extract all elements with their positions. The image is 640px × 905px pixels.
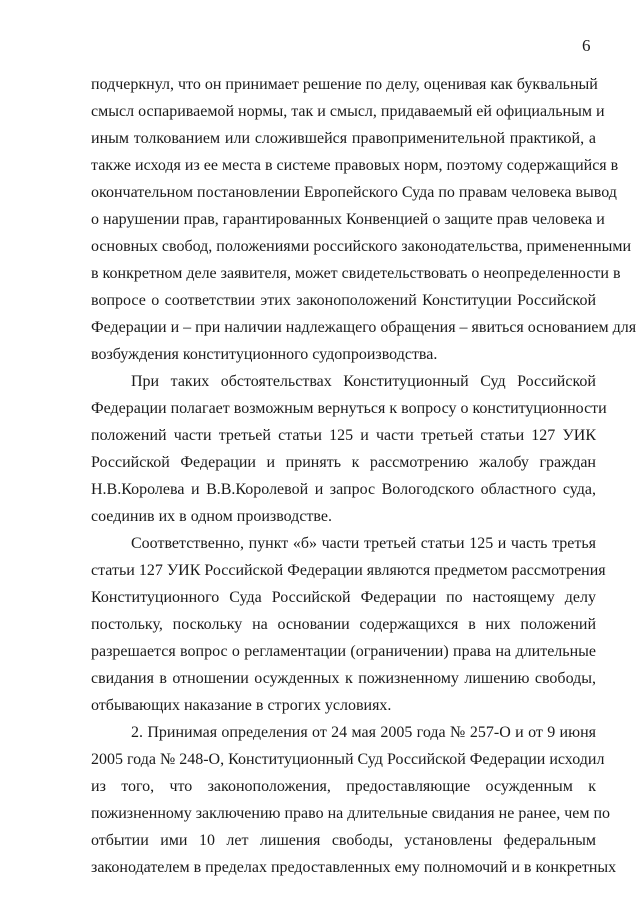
- text-line: При таких обстоятельствах Конституционный Суд Российской: [131, 373, 596, 390]
- text-line: Конституционного Суда Российской Федерации по настоящему делу: [91, 589, 596, 606]
- text-line: статьи 127 УИК Российской Федерации являются предметом рассмотрения: [91, 562, 606, 579]
- text-line: в конкретном деле заявителя, может свидетельствовать о неопределенности в: [91, 265, 621, 282]
- text-line: Соответственно, пункт «б» части третьей статьи 125 и часть третья: [131, 535, 596, 552]
- text-line: Федерации полагает возможным вернуться к вопросу о конституционности: [91, 400, 607, 417]
- text-line: вопросе о соответствии этих законоположений Конституции Российской: [91, 292, 596, 309]
- text-line: из того, что законоположения, предоставляющие осужденным к: [91, 778, 596, 795]
- page-number: 6: [582, 36, 591, 55]
- text-line: 2005 года № 248-О, Конституционный Суд Российской Федерации исходил: [91, 751, 605, 768]
- text-line: законодателем в пределах предоставленных ему полномочий и в конкретных: [91, 859, 617, 876]
- text-line: свидания в отношении осужденных к пожизненному лишению свободы,: [91, 670, 596, 687]
- text-line: Федерации и – при наличии надлежащего обращения – явиться основанием для: [91, 319, 637, 336]
- text-line: подчеркнул, что он принимает решение по делу, оценивая как буквальный: [91, 76, 598, 93]
- text-line: разрешается вопрос о регламентации (ограничении) права на длительные: [91, 643, 596, 660]
- text-line: отбывающих наказание в строгих условиях.: [91, 697, 392, 714]
- text-line: Н.В.Королева и В.В.Королевой и запрос Вологодского областного суда,: [91, 481, 596, 498]
- text-line: положений части третьей статьи 125 и части третьей статьи 127 УИК: [91, 427, 596, 444]
- text-line: пожизненному заключению право на длительные свидания не ранее, чем по: [91, 805, 611, 822]
- text-line: 2. Принимая определения от 24 мая 2005 года № 257-О и от 9 июня: [131, 724, 596, 741]
- text-line: окончательном постановлении Европейского Суда по правам человека вывод: [91, 184, 617, 201]
- text-line: возбуждения конституционного судопроизводства.: [91, 346, 438, 363]
- text-line: постольку, поскольку на основании содержащихся в них положений: [91, 616, 596, 633]
- text-line: Российской Федерации и принять к рассмотрению жалобу граждан: [91, 454, 596, 471]
- text-line: отбытии ими 10 лет лишения свободы, установлены федеральным: [91, 832, 596, 849]
- text-line: основных свобод, положениями российского законодательства, примененными: [91, 238, 632, 255]
- text-line: также исходя из ее места в системе правовых норм, поэтому содержащийся в: [91, 157, 619, 174]
- text-line: иным толкованием или сложившейся правоприменительной практикой, а: [91, 130, 596, 147]
- text-line: соединив их в одном производстве.: [91, 508, 332, 525]
- text-line: о нарушении прав, гарантированных Конвенцией о защите прав человека и: [91, 211, 605, 228]
- text-line: смысл оспариваемой нормы, так и смысл, придаваемый ей официальным и: [91, 103, 605, 120]
